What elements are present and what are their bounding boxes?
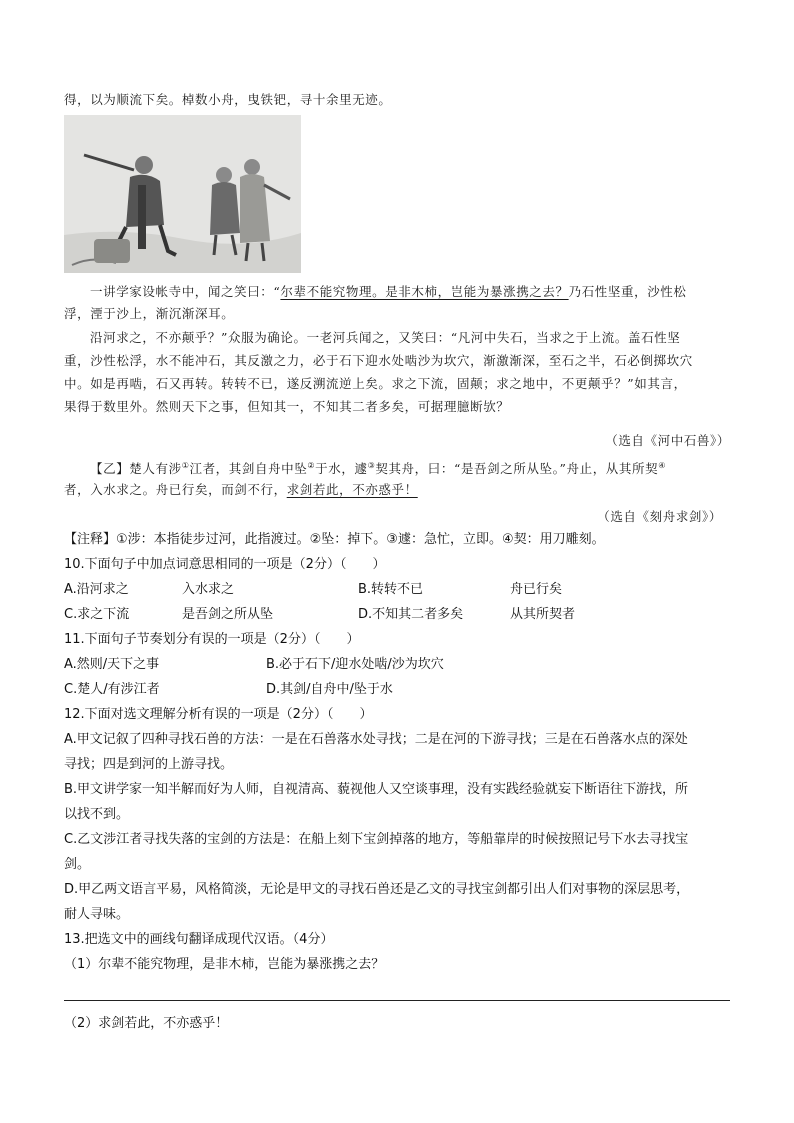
notes: 【注释】①涉：本指徒步过河，此指渡过。②坠：掉下。③遽：急忙，立即。④契：用刀雕刻。: [64, 532, 605, 547]
source-citation: （选自《刻舟求剑》）: [597, 509, 722, 524]
option-a: A.沿河求之: [64, 582, 129, 597]
option-d: D.甲乙两文语言平易，风格简淡，无论是甲文的寻找石兽还是乙文的寻找宝剑都引出人们对事物的深层思考，: [64, 882, 690, 897]
option-d: D.其剑/自舟中/坠于水: [266, 682, 393, 697]
passage-line: 重，沙性松浮，水不能冲石，其反激之力，必于石下迎水处啮沙为坎穴，渐激渐深，至石之半，石必倒掷坎穴: [64, 353, 693, 368]
passage-paragraph: 一讲学家设帐寺中，闻之笑曰：“尔辈不能究物理。是非木柿，岂能为暴涨携之去？乃石性坚重，沙性松: [90, 284, 687, 299]
option-d-cont: 耐人寻味。: [64, 907, 130, 922]
question-13-stem: 13.把选文中的画线句翻译成现代汉语。（4分）: [64, 932, 334, 947]
option-d-pair: 从其所契者: [510, 607, 576, 622]
question-11-options-row: [64, 655, 736, 675]
question-11-stem: 11.下面句子节奏划分有误的一项是（2分）（ ）: [64, 632, 360, 647]
option-b: B.转转不已: [358, 582, 424, 597]
answer-line[interactable]: [64, 1000, 730, 1001]
option-b: B.必于石下/迎水处啮/沙为坎穴: [266, 657, 444, 672]
passage-line: 浮，湮于沙上，渐沉渐深耳。: [64, 306, 235, 321]
illustration-image: [64, 115, 301, 273]
option-d: D.不知其二者多矣: [358, 607, 464, 622]
question-11-options-row: [64, 680, 736, 700]
passage-line: 者，入水求之。舟已行矣，而剑不行，求剑若此，不亦惑乎！: [64, 482, 418, 497]
passage-line: 果得于数里外。然则天下之事，但知其一，不知其二者多矣，可据理臆断欤？: [64, 399, 510, 414]
option-a: A.然则/天下之事: [64, 657, 160, 672]
question-12-stem: 12.下面对选文理解分析有误的一项是（2分）（ ）: [64, 707, 373, 722]
option-b-pair: 舟已行矣: [510, 582, 563, 597]
underlined-sentence-2: 求剑若此，不亦惑乎！: [286, 482, 418, 497]
option-c-pair: 是吾剑之所从坠: [182, 607, 274, 622]
question-10-stem: 10.下面句子中加点词意思相同的一项是（2分）（ ）: [64, 557, 386, 572]
option-a-pair: 入水求之: [182, 582, 235, 597]
source-citation: （选自《河中石兽》）: [605, 433, 730, 448]
option-c-cont: 剑。: [64, 857, 91, 872]
option-a-cont: 寻找；四是到河的上游寻找。: [64, 757, 234, 772]
option-a: A.甲文记叙了四种寻找石兽的方法：一是在石兽落水处寻找；二是在河的下游寻找；三是在石兽落水点的深处: [64, 732, 688, 747]
illustration-drawing: [64, 115, 301, 273]
passage-line: 得，以为顺流下矣。棹数小舟，曳铁钯，寻十余里无迹。: [64, 92, 392, 107]
question-10-options-row: [64, 605, 736, 625]
translation-item-1: （1）尔辈不能究物理，是非木柿，岂能为暴涨携之去？: [64, 957, 385, 972]
option-c: C.求之下流: [64, 607, 130, 622]
passage-yi: 【乙】楚人有涉①江者，其剑自舟中坠②于水，遽③契其舟，曰：“是吾剑之所从坠。”舟止，从其所契④: [90, 461, 666, 477]
option-c: C.楚人/有涉江者: [64, 682, 160, 697]
question-10-options-row: [64, 580, 736, 600]
passage-line: 沿河求之，不亦颠乎？”众服为确论。一老河兵闻之，又笑曰：“凡河中失石，当求之于上流。盖石性坚: [90, 330, 681, 345]
option-c: C.乙文涉江者寻找失落的宝剑的方法是：在船上刻下宝剑掉落的地方，等船靠岸的时候按照记号下水去寻找宝: [64, 832, 689, 847]
option-b: B.甲文讲学家一知半解而好为人师，自视清高、藐视他人又空谈事理，没有实践经验就妄下断语往下游找，所: [64, 782, 689, 797]
option-b-cont: 以找不到。: [64, 807, 130, 822]
underlined-sentence-1: 尔辈不能究物理。是非木柿，岂能为暴涨携之去？: [280, 284, 569, 299]
translation-item-2: （2）求剑若此，不亦惑乎！: [64, 1016, 229, 1031]
passage-line: 中。如是再啮，石又再转。转转不已，遂反溯流逆上矣。求之下流，固颠；求之地中，不更颠乎？”如其言，: [64, 376, 687, 391]
